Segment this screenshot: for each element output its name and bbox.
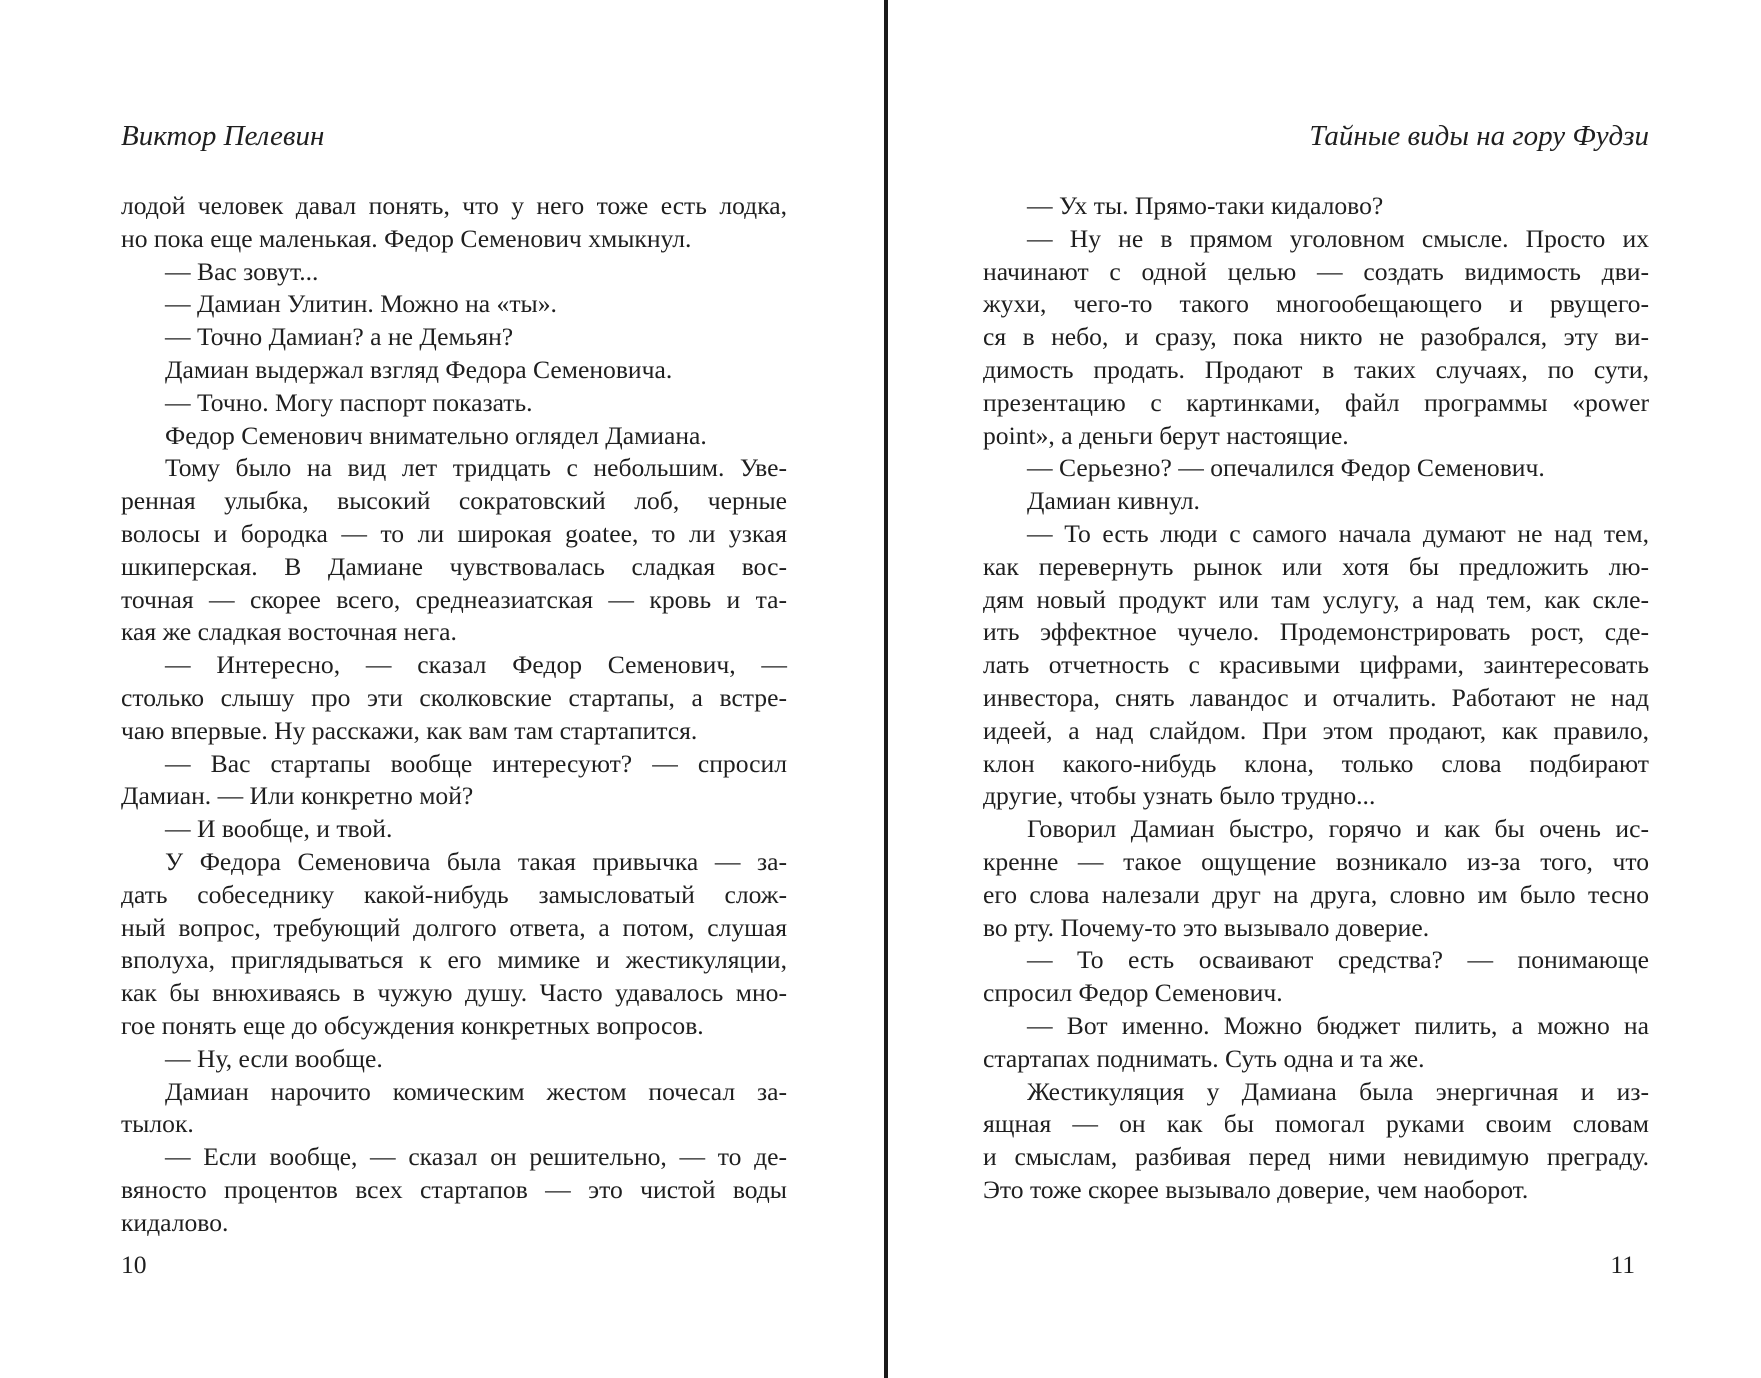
text-line: ренная улыбка, высокий сократовский лоб, черные [121,486,787,516]
text-line: — Интересно, — сказал Федор Семенович, — [165,650,787,680]
text-line: — Вот именно. Можно бюджет пилить, а можно на [1027,1010,1649,1040]
text-line: — То есть люди с самого начала думают не над тем, [1027,518,1649,548]
right-page-text [983,190,1649,1207]
text-line: дать собеседнику какой-нибудь замысловатый слож- [121,879,787,909]
text-line: лать отчетность с красивыми цифрами, заинтересовать [983,650,1649,680]
right-page-number: 11 [1610,1250,1635,1279]
text-line: — Если вообще, — сказал он решительно, — то де- [165,1142,787,1172]
text-line: ся в небо, и сразу, пока никто не разобрался, эту ви- [983,322,1649,352]
text-line: дям новый продукт или там услугу, а над тем, как скле- [983,584,1649,614]
text-line: Говорил Дамиан быстро, горячо и как бы очень ис- [1027,814,1649,844]
text-line: Дамиан кивнул. [1027,486,1200,516]
book-gutter [884,0,888,1378]
text-line: — Вас стартапы вообще интересуют? — спросил [165,748,787,778]
text-line: тылок. [121,1109,194,1139]
text-line: его слова налезали друг на друга, словно им было тесно [983,879,1649,909]
text-line: — Точно. Могу паспорт показать. [165,387,533,417]
text-line: спросил Федор Семенович. [983,978,1283,1008]
text-line: другие, чтобы узнать было трудно... [983,781,1376,811]
left-running-head: Виктор Пелевин [121,120,325,152]
text-line: чаю впервые. Ну расскажи, как вам там стартапится. [121,715,698,745]
text-line: и смыслам, разбивая перед ними невидимую преграду. [983,1142,1649,1172]
right-running-head: Тайные виды на гору Фудзи [1309,120,1649,152]
text-line: вполуха, приглядываться к его мимике и жестикуляции, [121,945,787,975]
text-line: лодой человек давал понять, что у него тоже есть лодка, [121,191,787,220]
text-line: Дамиан. — Или конкретно мой? [121,781,474,811]
text-line: стартапах поднимать. Суть одна и та же. [983,1043,1425,1073]
text-line: — Вас зовут... [165,256,319,286]
left-page-number: 10 [121,1250,147,1279]
text-line: — Ух ты. Прямо-таки кидалово? [1027,191,1384,220]
text-line: презентацию с картинками, файл программы «power [983,387,1649,417]
text-line: кренне — такое ощущение возникало из-за того, что [983,846,1649,876]
text-line: — Серьезно? — опечалился Федор Семенович. [1027,453,1545,483]
left-page-text [121,190,787,1240]
text-line: жухи, чего-то такого многообещающего и рвущего- [983,289,1649,319]
text-line: У Федора Семеновича была такая привычка — за- [165,846,787,876]
text-line: — Точно Дамиан? а не Демьян? [165,322,514,352]
text-line: Тому было на вид лет тридцать с небольшим. Уве- [165,453,787,483]
right-page [983,0,1649,1378]
text-line: кая же сладкая восточная нега. [121,617,457,647]
text-line: инвестора, снять лавандос и отчалить. Работают не над [983,682,1649,712]
text-line: Дамиан выдержал взгляд Федора Семеновича. [165,354,673,384]
text-line: во рту. Почему-то это вызывало доверие. [983,912,1430,942]
text-line: вяносто процентов всех стартапов — это чистой воды [121,1174,787,1204]
text-line: точная — скорее всего, среднеазиатская — кровь и та- [121,584,787,614]
text-line: как перевернуть рынок или хотя бы предложить лю- [983,551,1649,581]
text-line: шкиперская. В Дамиане чувствовалась сладкая вос- [121,551,787,581]
text-line: столько слышу про эти сколковские стартапы, а встре- [121,682,787,712]
text-line: но пока еще маленькая. Федор Семенович хмыкнул. [121,223,692,253]
text-line: — Ну, если вообще. [165,1043,383,1073]
text-line: Дамиан нарочито комическим жестом почесал за- [165,1076,787,1106]
text-line: как бы внюхиваясь в чужую душу. Часто удавалось мно- [121,978,787,1008]
text-line: — То есть осваивают средства? — понимающе [1027,945,1649,975]
left-page [121,0,787,1378]
text-line: кидалово. [121,1207,229,1237]
text-line: идеей, а над слайдом. При этом продают, как правило, [983,715,1649,745]
text-line: гое понять еще до обсуждения конкретных вопросов. [121,1010,704,1040]
text-line: ный вопрос, требующий долгого ответа, а потом, слушая [121,912,787,942]
text-line: волосы и бородка — то ли широкая goatee, то ли узкая [121,518,787,548]
text-line: начинают с одной целью — создать видимость дви- [983,256,1649,286]
text-line: Это тоже скорее вызывало доверие, чем наоборот. [983,1174,1529,1204]
text-line: Жестикуляция у Дамиана была энергичная и из- [1027,1076,1649,1106]
text-line: — Дамиан Улитин. Можно на «ты». [165,289,557,319]
text-line: димость продать. Продают в таких случаях, по сути, [983,354,1649,384]
text-line: ящная — он как бы помогал руками своим словам [983,1109,1649,1139]
text-line: Федор Семенович внимательно оглядел Дамиана. [165,420,707,450]
text-line: point», а деньги берут настоящие. [983,420,1349,450]
text-line: — И вообще, и твой. [165,814,393,844]
text-line: клон какого-нибудь клона, только слова подбирают [983,748,1649,778]
text-line: — Ну не в прямом уголовном смысле. Просто их [1027,223,1649,253]
text-line: ить эффектное чучело. Продемонстрировать рост, сде- [983,617,1649,647]
